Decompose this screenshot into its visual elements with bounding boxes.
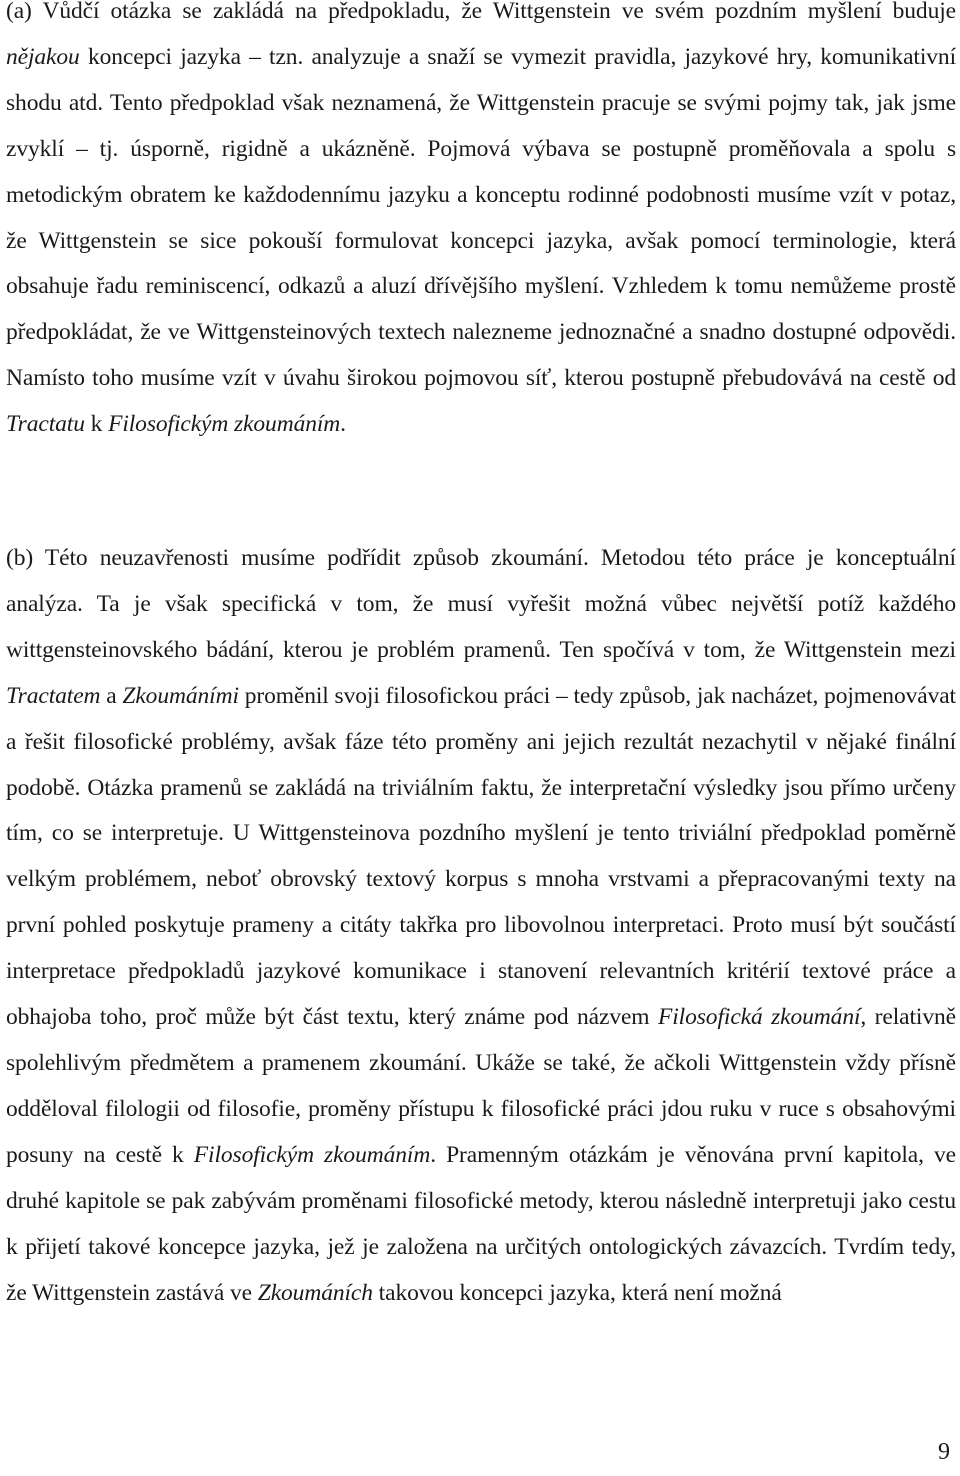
paragraph-a-text: k: [84, 411, 109, 438]
emphasis-filosofickym-zkoumanim: Filosofickým zkoumáním: [193, 1141, 431, 1168]
paragraph-b-text: proměnil svoji filosofickou práci – tedy způsob, jak nacházet, pojmenovávat a řešit filosofické problémy, avšak fáze této proměny ani jejich rezultát nezachytil v nějaké finální podobě. Otázka pramenů se zakládá na triviálním faktu, že interpretační výsledky jsou přímo určeny tím, co se interpretuje. U Wittgensteinova pozdního myšlení je tento triviální předpoklad poměrně velkým problémem, neboť obrovský textový korpus s mnoha vrstvami a přepracovanými texty na první pohled poskytuje prameny a citáty takřka pro libovolnou interpretaci. Proto musí být součástí interpretace předpokladů jazykové komunikace i stanovení relevantních kritérií textové práce a obhajoba toho, proč může být část textu, který známe pod názvem: [6, 682, 956, 1031]
paragraph-b: [6, 536, 956, 1316]
emphasis-nejakou: nějakou: [6, 43, 80, 70]
emphasis-tractatu: Tractatu: [6, 411, 85, 438]
paragraph-b-text: a: [100, 682, 123, 709]
paragraph-a-text: koncepci jazyka – tzn. analyzuje a snaží se vymezit pravidla, jazykové hry, komunikativní shodu atd. Tento předpoklad však neznamená, že Wittgenstein pracuje se svými pojmy tak, jak jsme zvyklí – tj. úsporně, rigidně a ukázněně. Pojmová výbava se postupně proměňovala a spolu s metodickým obratem ke každodennímu jazyku a konceptu rodinné podobnosti musíme vzít v potaz, že Wittgenstein se sice pokouší formulovat koncepci jazyka, avšak pomocí terminologie, která obsahuje řadu reminiscencí, odkazů a aluzí dřívějšího myšlení. Vzhledem k tomu nemůžeme prostě předpokládat, že ve Wittgensteinových textech nalezneme jednoznačné a snadno dostupné odpovědi. Namísto toho musíme vzít v úvahu širokou pojmovou síť, kterou postupně přebudovává na cestě od: [6, 43, 956, 392]
paragraph-a: [6, 0, 956, 448]
emphasis-tractatem: Tractatem: [6, 682, 101, 709]
paragraph-b-text: . Pramenným otázkám je věnována první kapitola, ve druhé kapitole se pak zabývám proměnami filosofické metody, kterou následně interpretuji jako cestu k přijetí takové koncepce jazyka, jež je založena na určitých ontologických závazcích. Tvrdím tedy, že Wittgenstein zastává ve: [6, 1141, 956, 1306]
paragraph-b-text: takovou koncepci jazyka, která není možná: [372, 1279, 782, 1306]
emphasis-filosofickym-zkoumanim: Filosofickým zkoumáním: [108, 411, 341, 438]
emphasis-filosoficka-zkoumani: Filosofická zkoumání: [658, 1004, 861, 1031]
paragraph-a-text: (a) Vůdčí otázka se zakládá na předpokladu, že Wittgenstein ve svém pozdním myšlení buduje: [6, 0, 956, 24]
paragraph-b-text: (b) Této neuzavřenosti musíme podřídit způsob zkoumání. Metodou této práce je konceptuální analýza. Ta je však specifická v tom, že musí vyřešit možná vůbec největší potíž každého wittgensteinovského bádání, kterou je problém pramenů. Ten spočívá v tom, že Wittgenstein mezi: [6, 545, 956, 663]
page-number: 9: [938, 1439, 950, 1465]
emphasis-zkoumanich: Zkoumáních: [257, 1279, 373, 1306]
paragraph-a-text: .: [340, 411, 346, 438]
emphasis-zkoumanimi: Zkoumáními: [122, 682, 239, 709]
paragraph-b-text: , relativně spolehlivým předmětem a pramenem zkoumání. Ukáže se také, že ačkoli Wittgenstein vždy přísně odděloval filologii od filosofie, proměny přístupu k filosofické práci jdou ruku v ruce s obsahovými posuny na cestě k: [6, 1004, 956, 1168]
